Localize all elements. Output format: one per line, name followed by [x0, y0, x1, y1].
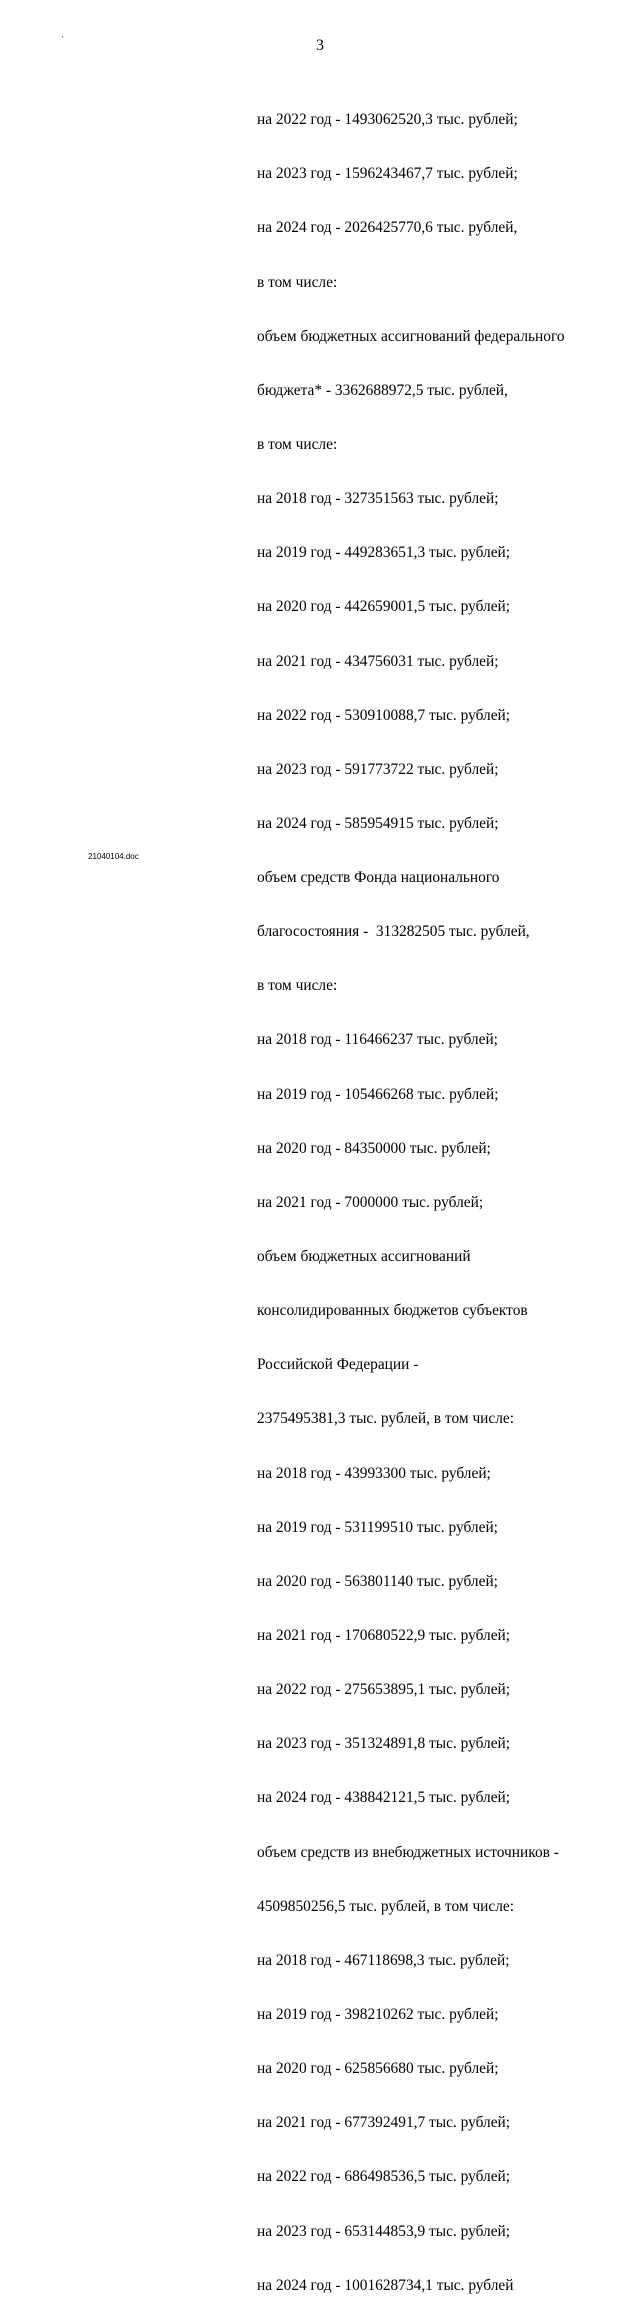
- text-line: на 2019 год - 531199510 тыс. рублей;: [257, 1518, 498, 1536]
- text-line: на 2018 год - 327351563 тыс. рублей;: [257, 490, 499, 508]
- text-line: на 2021 год - 7000000 тыс. рублей;: [257, 1193, 484, 1211]
- text-line: на 2019 год - 449283651,3 тыс. рублей;: [257, 544, 511, 562]
- text-line: на 2021 год - 170680522,9 тыс. рублей;: [257, 1627, 511, 1645]
- text-line: в том числе:: [257, 273, 338, 291]
- budget-text-block: [257, 75, 597, 2313]
- text-line: на 2023 год - 351324891,8 тыс. рублей;: [257, 1735, 511, 1753]
- text-line: на 2021 год - 677392491,7 тыс. рублей;: [257, 2114, 511, 2132]
- text-line: на 2019 год - 105466268 тыс. рублей;: [257, 1085, 499, 1103]
- text-line: 2375495381,3 тыс. рублей, в том числе:: [257, 1410, 515, 1428]
- text-line: на 2024 год - 1001628734,1 тыс. рублей: [257, 2276, 514, 2294]
- text-line: на 2022 год - 686498536,5 тыс. рублей;: [257, 2168, 511, 2186]
- text-line: 4509850256,5 тыс. рублей, в том числе:: [257, 1897, 515, 1915]
- text-line: на 2023 год - 653144853,9 тыс. рублей;: [257, 2222, 511, 2240]
- text-line: на 2022 год - 1493062520,3 тыс. рублей;: [257, 111, 518, 129]
- text-line: на 2018 год - 467118698,3 тыс. рублей;: [257, 1951, 510, 1969]
- text-line: на 2024 год - 438842121,5 тыс. рублей;: [257, 1789, 511, 1807]
- text-line: объем средств из внебюджетных источников -: [257, 1843, 559, 1861]
- text-line: в том числе:: [257, 977, 338, 995]
- text-line: на 2018 год - 116466237 тыс. рублей;: [257, 1031, 498, 1049]
- text-line: на 2021 год - 434756031 тыс. рублей;: [257, 652, 499, 670]
- text-line: на 2024 год - 585954915 тыс. рублей;: [257, 814, 499, 832]
- text-line: объем бюджетных ассигнований федерального: [257, 327, 565, 345]
- text-line: консолидированных бюджетов субъектов: [257, 1302, 528, 1320]
- text-line: на 2019 год - 398210262 тыс. рублей;: [257, 2006, 499, 2024]
- text-line: на 2023 год - 1596243467,7 тыс. рублей;: [257, 165, 518, 183]
- page-number: 3: [316, 37, 324, 54]
- text-line: на 2024 год - 2026425770,6 тыс. рублей,: [257, 219, 518, 237]
- text-line: Российской Федерации -: [257, 1356, 419, 1374]
- text-line: на 2018 год - 43993300 тыс. рублей;: [257, 1464, 491, 1482]
- text-line: благосостояния - 313282505 тыс. рублей,: [257, 923, 530, 941]
- text-line: на 2020 год - 563801140 тыс. рублей;: [257, 1572, 498, 1590]
- text-line: на 2022 год - 275653895,1 тыс. рублей;: [257, 1681, 511, 1699]
- text-line: на 2020 год - 625856680 тыс. рублей;: [257, 2060, 499, 2078]
- text-line: на 2023 год - 591773722 тыс. рублей;: [257, 760, 499, 778]
- text-line: объем средств Фонда национального: [257, 869, 500, 887]
- text-line: на 2022 год - 530910088,7 тыс. рублей;: [257, 706, 511, 724]
- text-line: бюджета* - 3362688972,5 тыс. рублей,: [257, 381, 508, 399]
- text-line: объем бюджетных ассигнований: [257, 1248, 471, 1266]
- text-line: на 2020 год - 84350000 тыс. рублей;: [257, 1139, 491, 1157]
- footer-filename: 21040104.doc: [88, 852, 139, 861]
- text-line: в том числе:: [257, 435, 338, 453]
- text-line: на 2020 год - 442659001,5 тыс. рублей;: [257, 598, 511, 616]
